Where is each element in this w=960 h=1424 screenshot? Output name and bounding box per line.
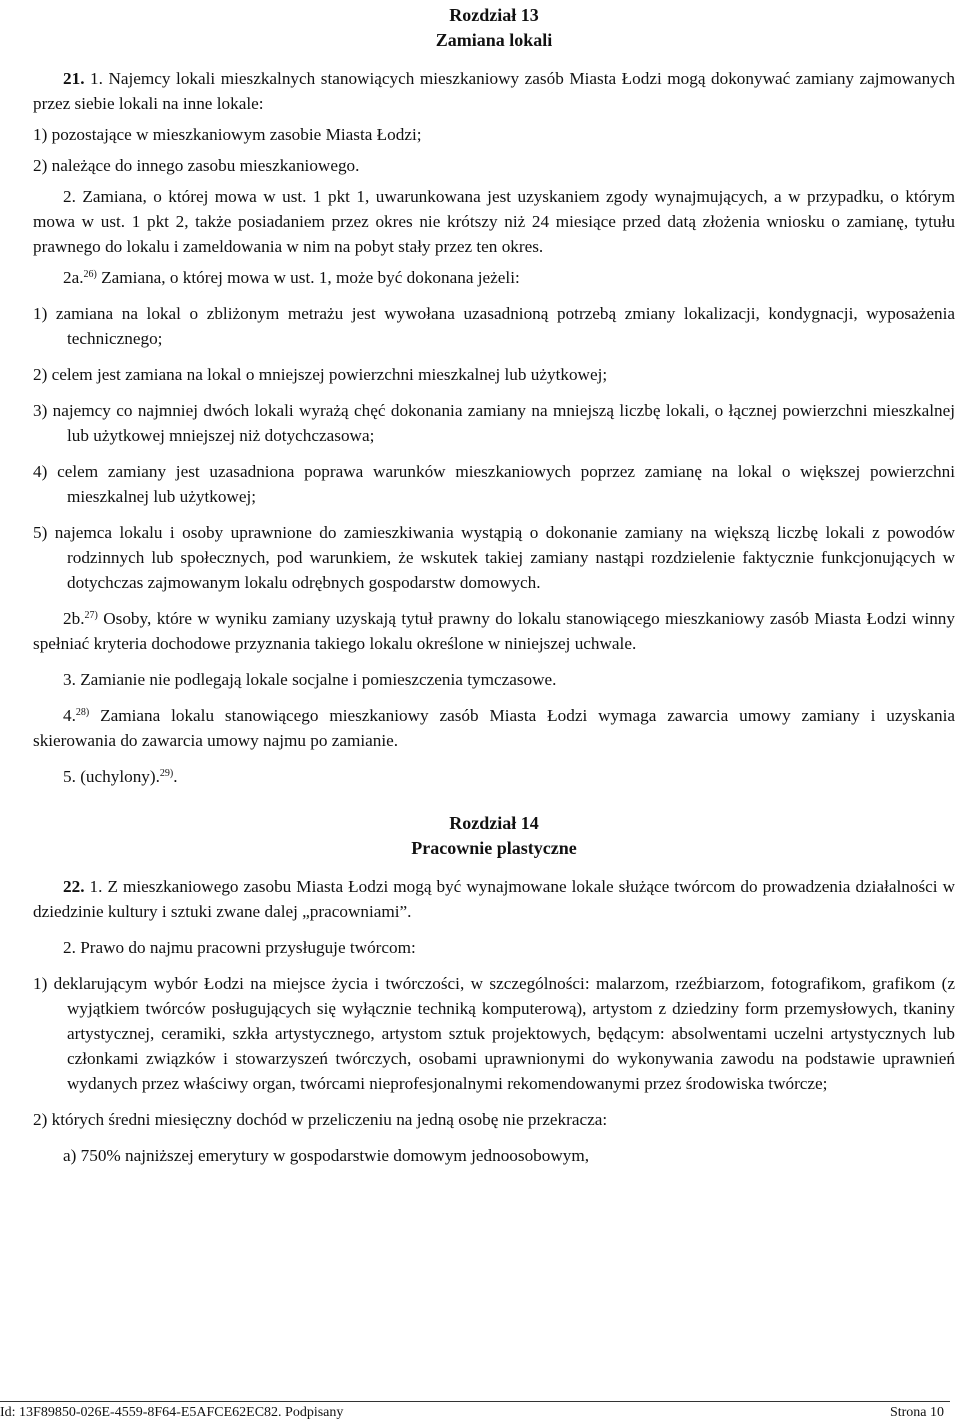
footnote-ref: 28) (75, 707, 90, 718)
par-5-text: 5. (uchylony). (63, 767, 160, 786)
art-21-par-3: 3. Zamianie nie podlegają lokale socjalne i pomieszczenia tymczasowe. (63, 670, 557, 689)
par-2b-label: 2b. (63, 609, 85, 628)
list-item: 4) celem zamiany jest uzasadniona poprawa warunków mieszkaniowych poprzez zamianę na lokal o większej powierzchni mieszkalnej lub użytkowej; (33, 462, 955, 506)
par-4-label: 4. (63, 706, 76, 725)
list-item: 1) pozostające w mieszkaniowym zasobie Miasta Łodzi; (33, 125, 422, 144)
list-item: 3) najemcy co najmniej dwóch lokali wyrażą chęć dokonania zamiany na mniejszą liczbę lokali, o łącznej powierzchni mieszkalnej lub użytkowej mniejszej niż dotychczasowa; (33, 401, 955, 445)
chapter-14-title: Pracownie plastyczne (411, 838, 577, 858)
par-5-end: . (173, 767, 178, 786)
par-1-number: 1. (90, 69, 103, 88)
art-21-label: 21. (63, 69, 85, 88)
footnote-ref: 29) (159, 768, 174, 779)
art-22-par-1 (33, 874, 955, 924)
art-21-par-1 (33, 66, 955, 116)
list-subitem: a) 750% najniższej emerytury w gospodarstwie domowym jednoosobowym, (63, 1146, 590, 1165)
list-item: 5) najemca lokalu i osoby uprawnione do zamieszkiwania wystąpią o dokonanie zamiany na większą liczbę lokali z powodów rodzinnych lub społecznych, pod warunkiem, że wskutek takiej zamiany nastąpi rozdzielenie faktycznie funkcjonujących w dotychczas zajmowanym lokalu odrębnych gospodarstw domowych. (33, 523, 955, 592)
page-number: Strona 10 (889, 1405, 944, 1420)
chapter-14-number: Rozdział 14 (449, 813, 539, 833)
footnote-ref: 27) (84, 610, 98, 621)
art-21-par-2b (33, 606, 955, 656)
chapter-13-number: Rozdział 13 (449, 5, 539, 25)
list-item: 1) deklarującym wybór Łodzi na miejsce życia i twórczości, w szczególności: malarzom, rzeźbiarzom, fotografikom, grafikom (z wyjątkiem twórców posługujących się wyłącznie techniką komputerową), artystom z dziedziny form przemysłowych, tkaniny artystycznej, ceramiki, szkła artystycznego, artystom sztuk projektowych, będącym: absolwentami uczelni artystycznych lub członkami związków i stowarzyszeń twórczych, osobami uprawnionymi do wykonywania zawodu na podstawie uprawnień wydanych przez właściwy organ, twórcami nieprofesjonalnymi rekomendowanymi przez środowiska twórcze; (33, 974, 955, 1093)
list-item: 2) których średni miesięczny dochód w przeliczeniu na jedną osobę nie przekracza: (33, 1110, 608, 1129)
par-1-text: Najemcy lokali mieszkalnych stanowiących mieszkaniowy zasób Miasta Łodzi mogą dokonywać zamiany zajmowanych przez siebie lokali na inne lokale: (33, 69, 955, 113)
par-2a-label: 2a. (63, 268, 84, 287)
document-page (33, 0, 955, 1168)
chapter-13-title: Zamiana lokali (435, 30, 553, 50)
par-2b-text: Osoby, które w wyniku zamiany uzyskają tytuł prawny do lokalu stanowiącego mieszkaniowy zasób Miasta Łodzi winny spełniać kryteria dochodowe przyznania takiego lokalu określone w niniejszej uchwale. (33, 609, 955, 653)
footnote-ref: 26) (83, 269, 97, 280)
document-id: Id: 13F89850-026E-4559-8F64-E5AFCE62EC82. Podpisany (0, 1405, 344, 1420)
art-22-par-2: 2. Prawo do najmu pracowni przysługuje twórcom: (63, 938, 416, 957)
par-4-text: Zamiana lokalu stanowiącego mieszkaniowy zasób Miasta Łodzi wymaga zawarcia umowy zamiany i uzyskania skierowania do zawarcia umowy najmu po zamianie. (33, 706, 955, 750)
par-2a-text: Zamiana, o której mowa w ust. 1, może być dokonana jeżeli: (96, 268, 520, 287)
list-item: 1) zamiana na lokal o zbliżonym metrażu jest wywołana uzasadnioną potrzebą zmiany lokalizacji, kondygnacji, wyposażenia technicznego; (33, 304, 955, 348)
art-21-par-4 (33, 703, 955, 753)
page-footer (0, 1401, 950, 1422)
art-22-label: 22. (63, 877, 85, 896)
list-item: 2) należące do innego zasobu mieszkaniowego. (33, 156, 360, 175)
list-item: 2) celem jest zamiana na lokal o mniejszej powierzchni mieszkalnej lub użytkowej; (33, 365, 608, 384)
art-21-par-2a (33, 265, 955, 290)
par-1-text: 1. Z mieszkaniowego zasobu Miasta Łodzi mogą być wynajmowane lokale służące twórcom do prowadzenia działalności w dziedzinie kultury i sztuki zwane dalej „pracowniami”. (33, 877, 956, 921)
art-21-par-2: 2. Zamiana, o której mowa w ust. 1 pkt 1, uwarunkowana jest uzyskaniem zgody wynajmujących, a w przypadku, o którym mowa w ust. 1 pkt 2, także posiadaniem przez okres nie krótszy niż 24 miesiące przed datą złożenia wniosku o zamianę, tytułu prawnego do lokalu i zameldowania w nim na pobyt stały przez ten okres. (33, 187, 955, 256)
art-21-par-5 (33, 764, 955, 789)
